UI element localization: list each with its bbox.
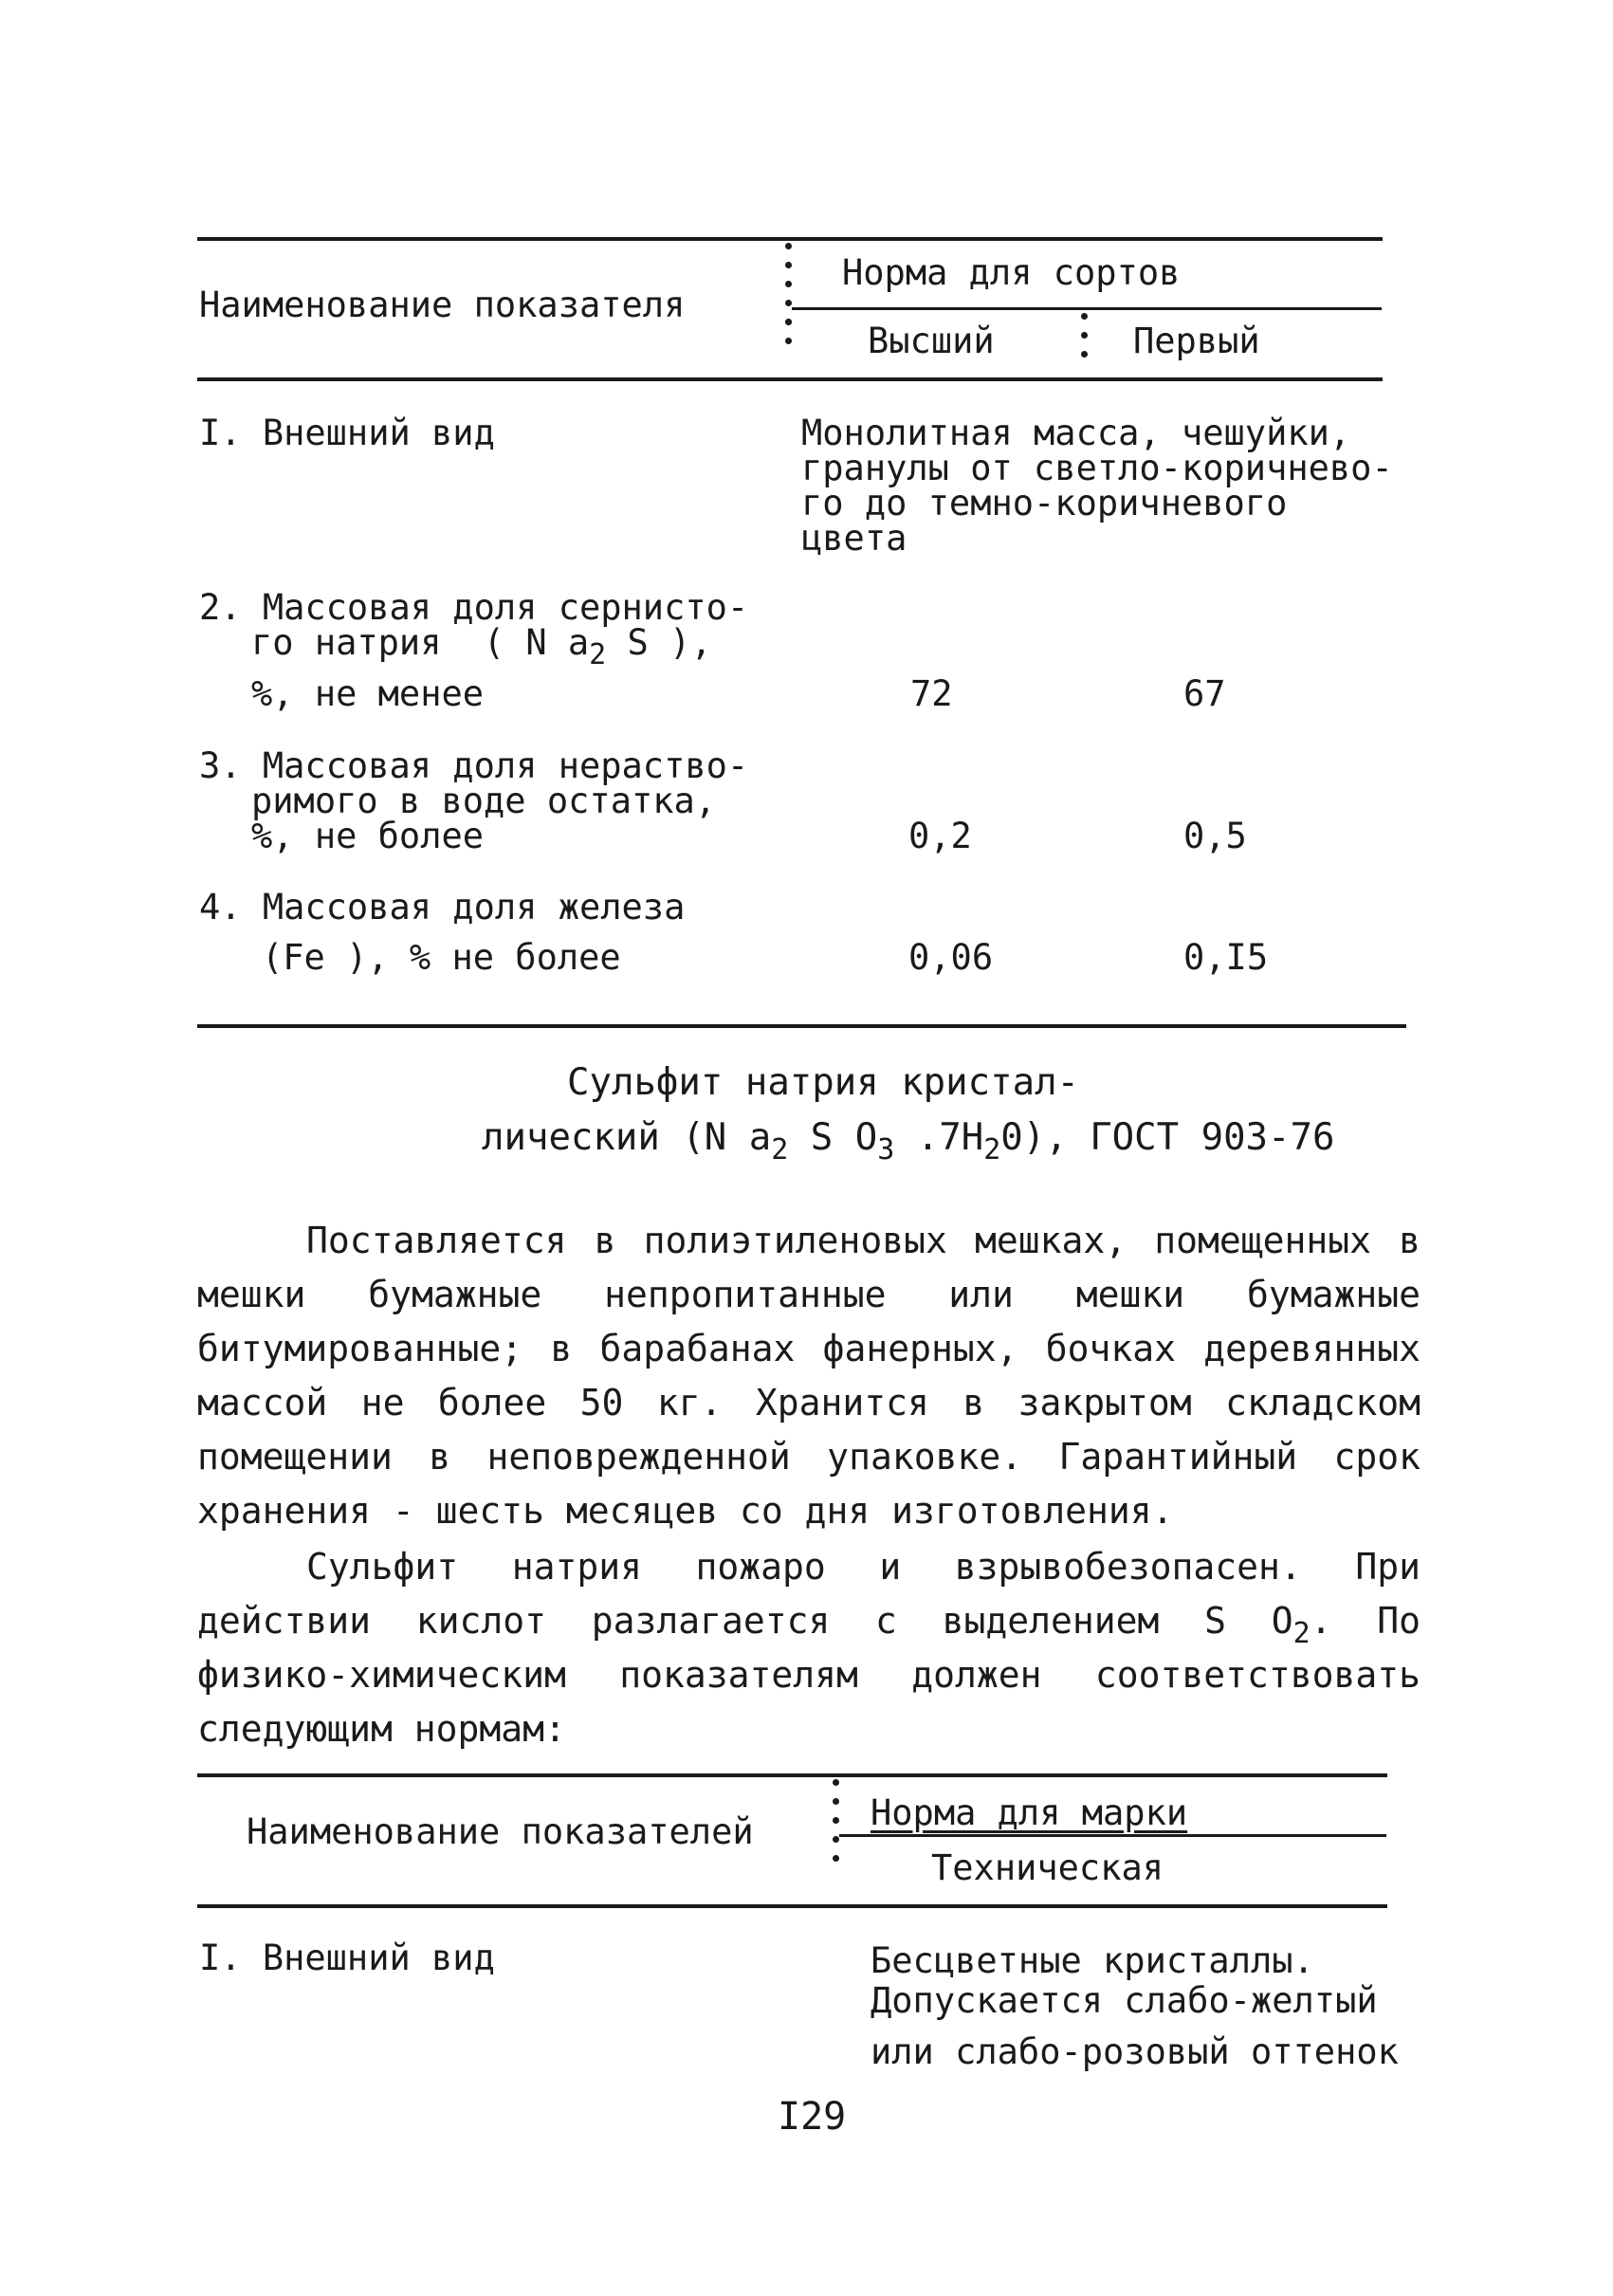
table2-top-rule: [197, 1773, 1387, 1777]
title-formula-post: 0), ГОСТ 903-76: [1000, 1116, 1335, 1159]
table1-row3-name-line2: римого в воде остатка,: [251, 781, 717, 821]
paragraph-2-post: . По физико-химическим показателям должен соответствовать следующим нормам:: [197, 1600, 1421, 1750]
paragraph-2-sub: 2: [1292, 1617, 1311, 1650]
title-formula-mid2: .7H: [894, 1116, 984, 1159]
table1-row2-formula: [483, 622, 712, 671]
table1-row2-name-line3: %, не менее: [251, 673, 485, 714]
paragraph-1: Поставляется в полиэтиленовых мешках, помещенных в мешки бумажные непропитанные или мешки бумажные битумированные; в барабанах фанерных, бочках деревянных массой не более 50 кг. Хранится в закрытом складском помещении в неповрежденной упаковке. Гарантийный срок хранения - шесть месяцев со дня изготовления.: [197, 1220, 1421, 1532]
table1-bottom-rule: [197, 1024, 1406, 1028]
formula-na2s-post: S ),: [606, 622, 712, 663]
table1-row1-name: I. Внешний вид: [199, 413, 495, 453]
table1-row4-grade2-value: 0,I5: [1183, 937, 1269, 978]
table2-header-bottom-rule: [197, 1904, 1387, 1908]
table1-header-subrule: [792, 307, 1382, 310]
table1-row4-grade1-value: 0,06: [908, 937, 994, 978]
formula-na2s-pre: ( N a: [483, 622, 590, 663]
table1-row3-grade2-value: 0,5: [1183, 816, 1247, 856]
table1-row1-value-line1: Монолитная масса, чешуйки,: [801, 413, 1351, 453]
table1-row2-grade2-value: 67: [1183, 673, 1226, 714]
table2-row1-value-line2: Допускается слабо-желтый: [871, 1980, 1378, 2021]
paragraph-2: [197, 1540, 1421, 1756]
table2-header-norm: Норма для марки: [871, 1792, 1188, 1833]
section-title-line2: [482, 1116, 1335, 1166]
table1-row3-name-line1: 3. Массовая доля нераство-: [199, 745, 749, 786]
table1-row2-name-text: го натрия: [251, 622, 442, 663]
table1-header-name: Наименование показателя: [199, 285, 686, 325]
body-text: [197, 1214, 1421, 1756]
title-formula-sub2: 3: [877, 1133, 895, 1166]
page-number: I29: [778, 2095, 847, 2139]
table1-header-grade2: Первый: [1133, 321, 1260, 361]
table1-header-grade1: Высший: [868, 321, 995, 361]
table1-row2-name-line1: 2. Массовая доля сернисто-: [199, 587, 749, 628]
table1-row3-grade1-value: 0,2: [908, 816, 972, 856]
table2-row1-value-line3: или слабо-розовый оттенок: [871, 2031, 1399, 2072]
table1-header-divider-lower: [785, 319, 792, 357]
table1-grade-divider: [1081, 313, 1088, 370]
title-formula-mid: S O: [788, 1116, 878, 1159]
paragraph-2-pre: Сульфит натрия пожаро и взрывобезопасен. При действии кислот разлагается с выделением S O: [197, 1546, 1421, 1642]
section-title-line1: Сульфит натрия кристал-: [567, 1061, 1080, 1104]
table2-row1-value-line1: Бесцветные кристаллы.: [871, 1940, 1314, 1981]
table1-row2-name-line2: [251, 622, 712, 671]
table1-row4-name-line2: (Fe ), % не более: [262, 937, 621, 978]
table1-row4-name-line1: 4. Массовая доля железа: [199, 887, 686, 928]
title-formula-sub3: 2: [983, 1133, 1001, 1166]
table1-header-norm: Норма для сортов: [842, 252, 1181, 293]
table1-row1-value-line2: гранулы от светло-коричнево-: [801, 448, 1393, 488]
table2-header-grade: Техническая: [931, 1847, 1164, 1888]
table2-header-name: Наименование показателей: [247, 1811, 754, 1852]
table1-header-bottom-rule: [197, 377, 1383, 381]
table2-header-subrule: [839, 1834, 1386, 1837]
table1-row2-grade1-value: 72: [910, 673, 953, 714]
table1-row1-value-line4: цвета: [801, 518, 907, 559]
table2-row1-name: I. Внешний вид: [199, 1938, 495, 1978]
formula-na2s-sub: 2: [589, 638, 607, 671]
table1-row1-value-line3: го до темно-коричневого: [801, 483, 1288, 523]
table1-top-rule: [197, 237, 1383, 241]
title-formula-sub1: 2: [771, 1133, 789, 1166]
table1-row3-name-line3: %, не более: [251, 816, 485, 856]
table2-header-divider: [833, 1779, 839, 1874]
title-formula-pre: лический (N a: [482, 1116, 772, 1159]
